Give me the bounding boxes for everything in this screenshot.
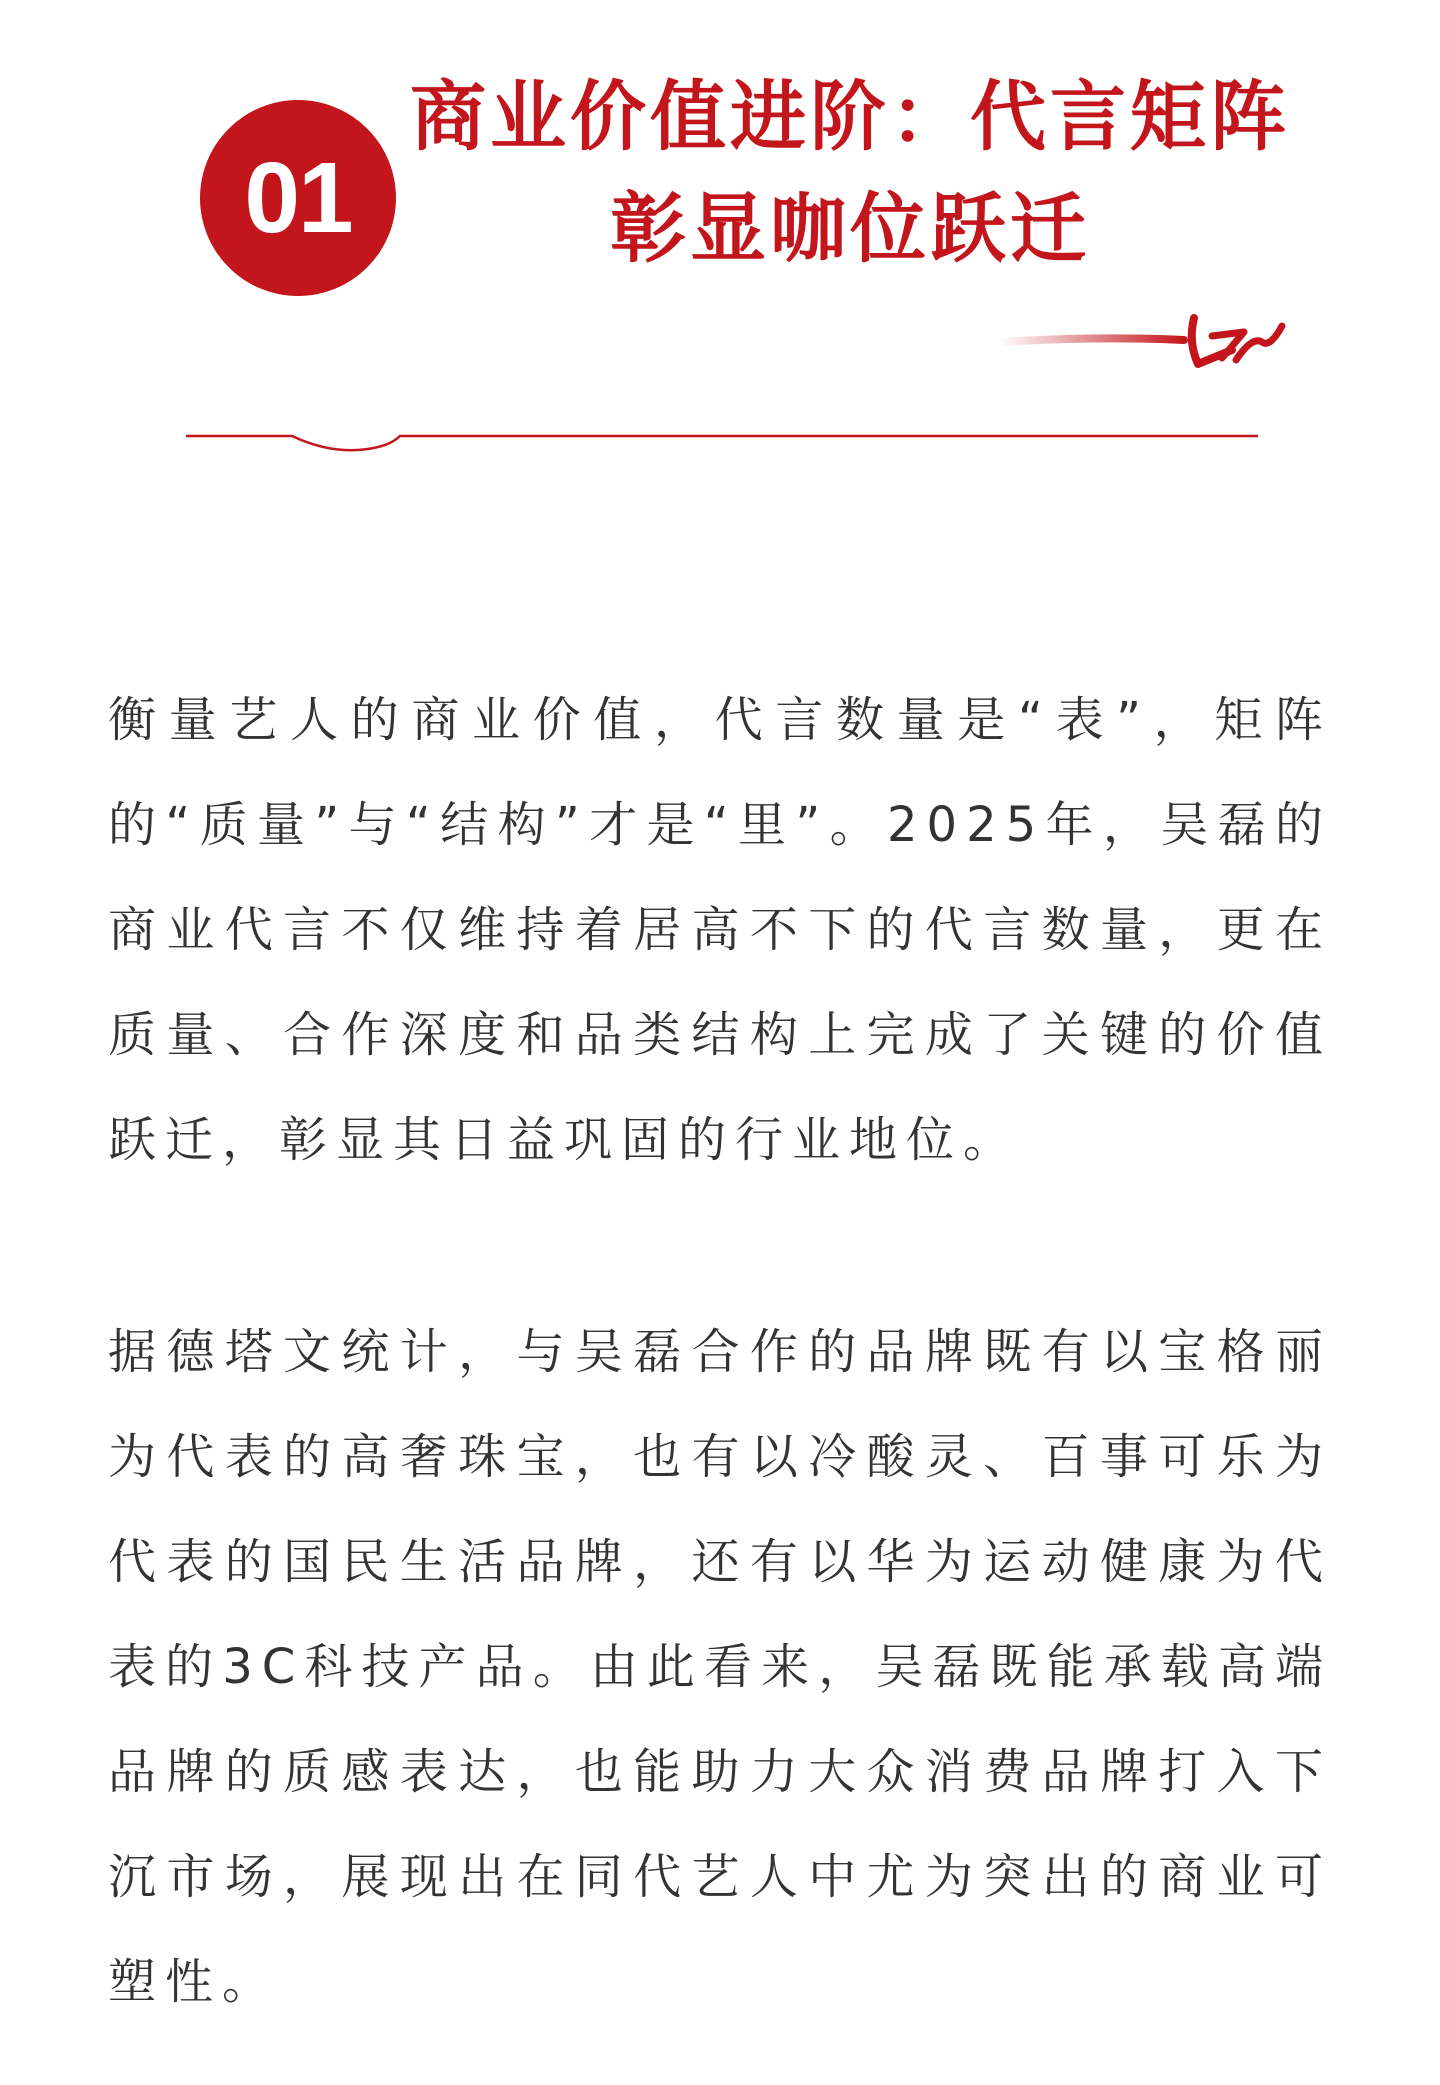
section-title-line-2: 彰显咖位跃迁 (610, 184, 1090, 273)
red-ribbon-flourish-icon (1000, 306, 1290, 376)
section-title-line-1: 商业价值进阶：代言矩阵 (410, 72, 1290, 161)
article-paragraph-2: 据德塔文统计，与吴磊合作的品牌既有以宝格丽为代表的高奢珠宝，也有以冷酸灵、百事可乐为代表的国民生活品牌，还有以华为运动健康为代表的3C科技产品。由此看来，吴磊既能承载高端品牌的质感表达，也能助力大众消费品牌打入下沉市场，展现出在同代艺人中尤为突出的商业可塑性。 (108, 1324, 1332, 2010)
wave-divider (186, 420, 1258, 460)
article-paragraph-1: 衡量艺人的商业价值，代言数量是“表”，矩阵的“质量”与“结构”才是“里”。2025年，吴磊的商业代言不仅维持着居高不下的代言数量，更在质量、合作深度和品类结构上完成了关键的价值跃迁，彰显其日益巩固的行业地位。 (108, 692, 1332, 1168)
section-number-badge: 01 (200, 100, 396, 296)
